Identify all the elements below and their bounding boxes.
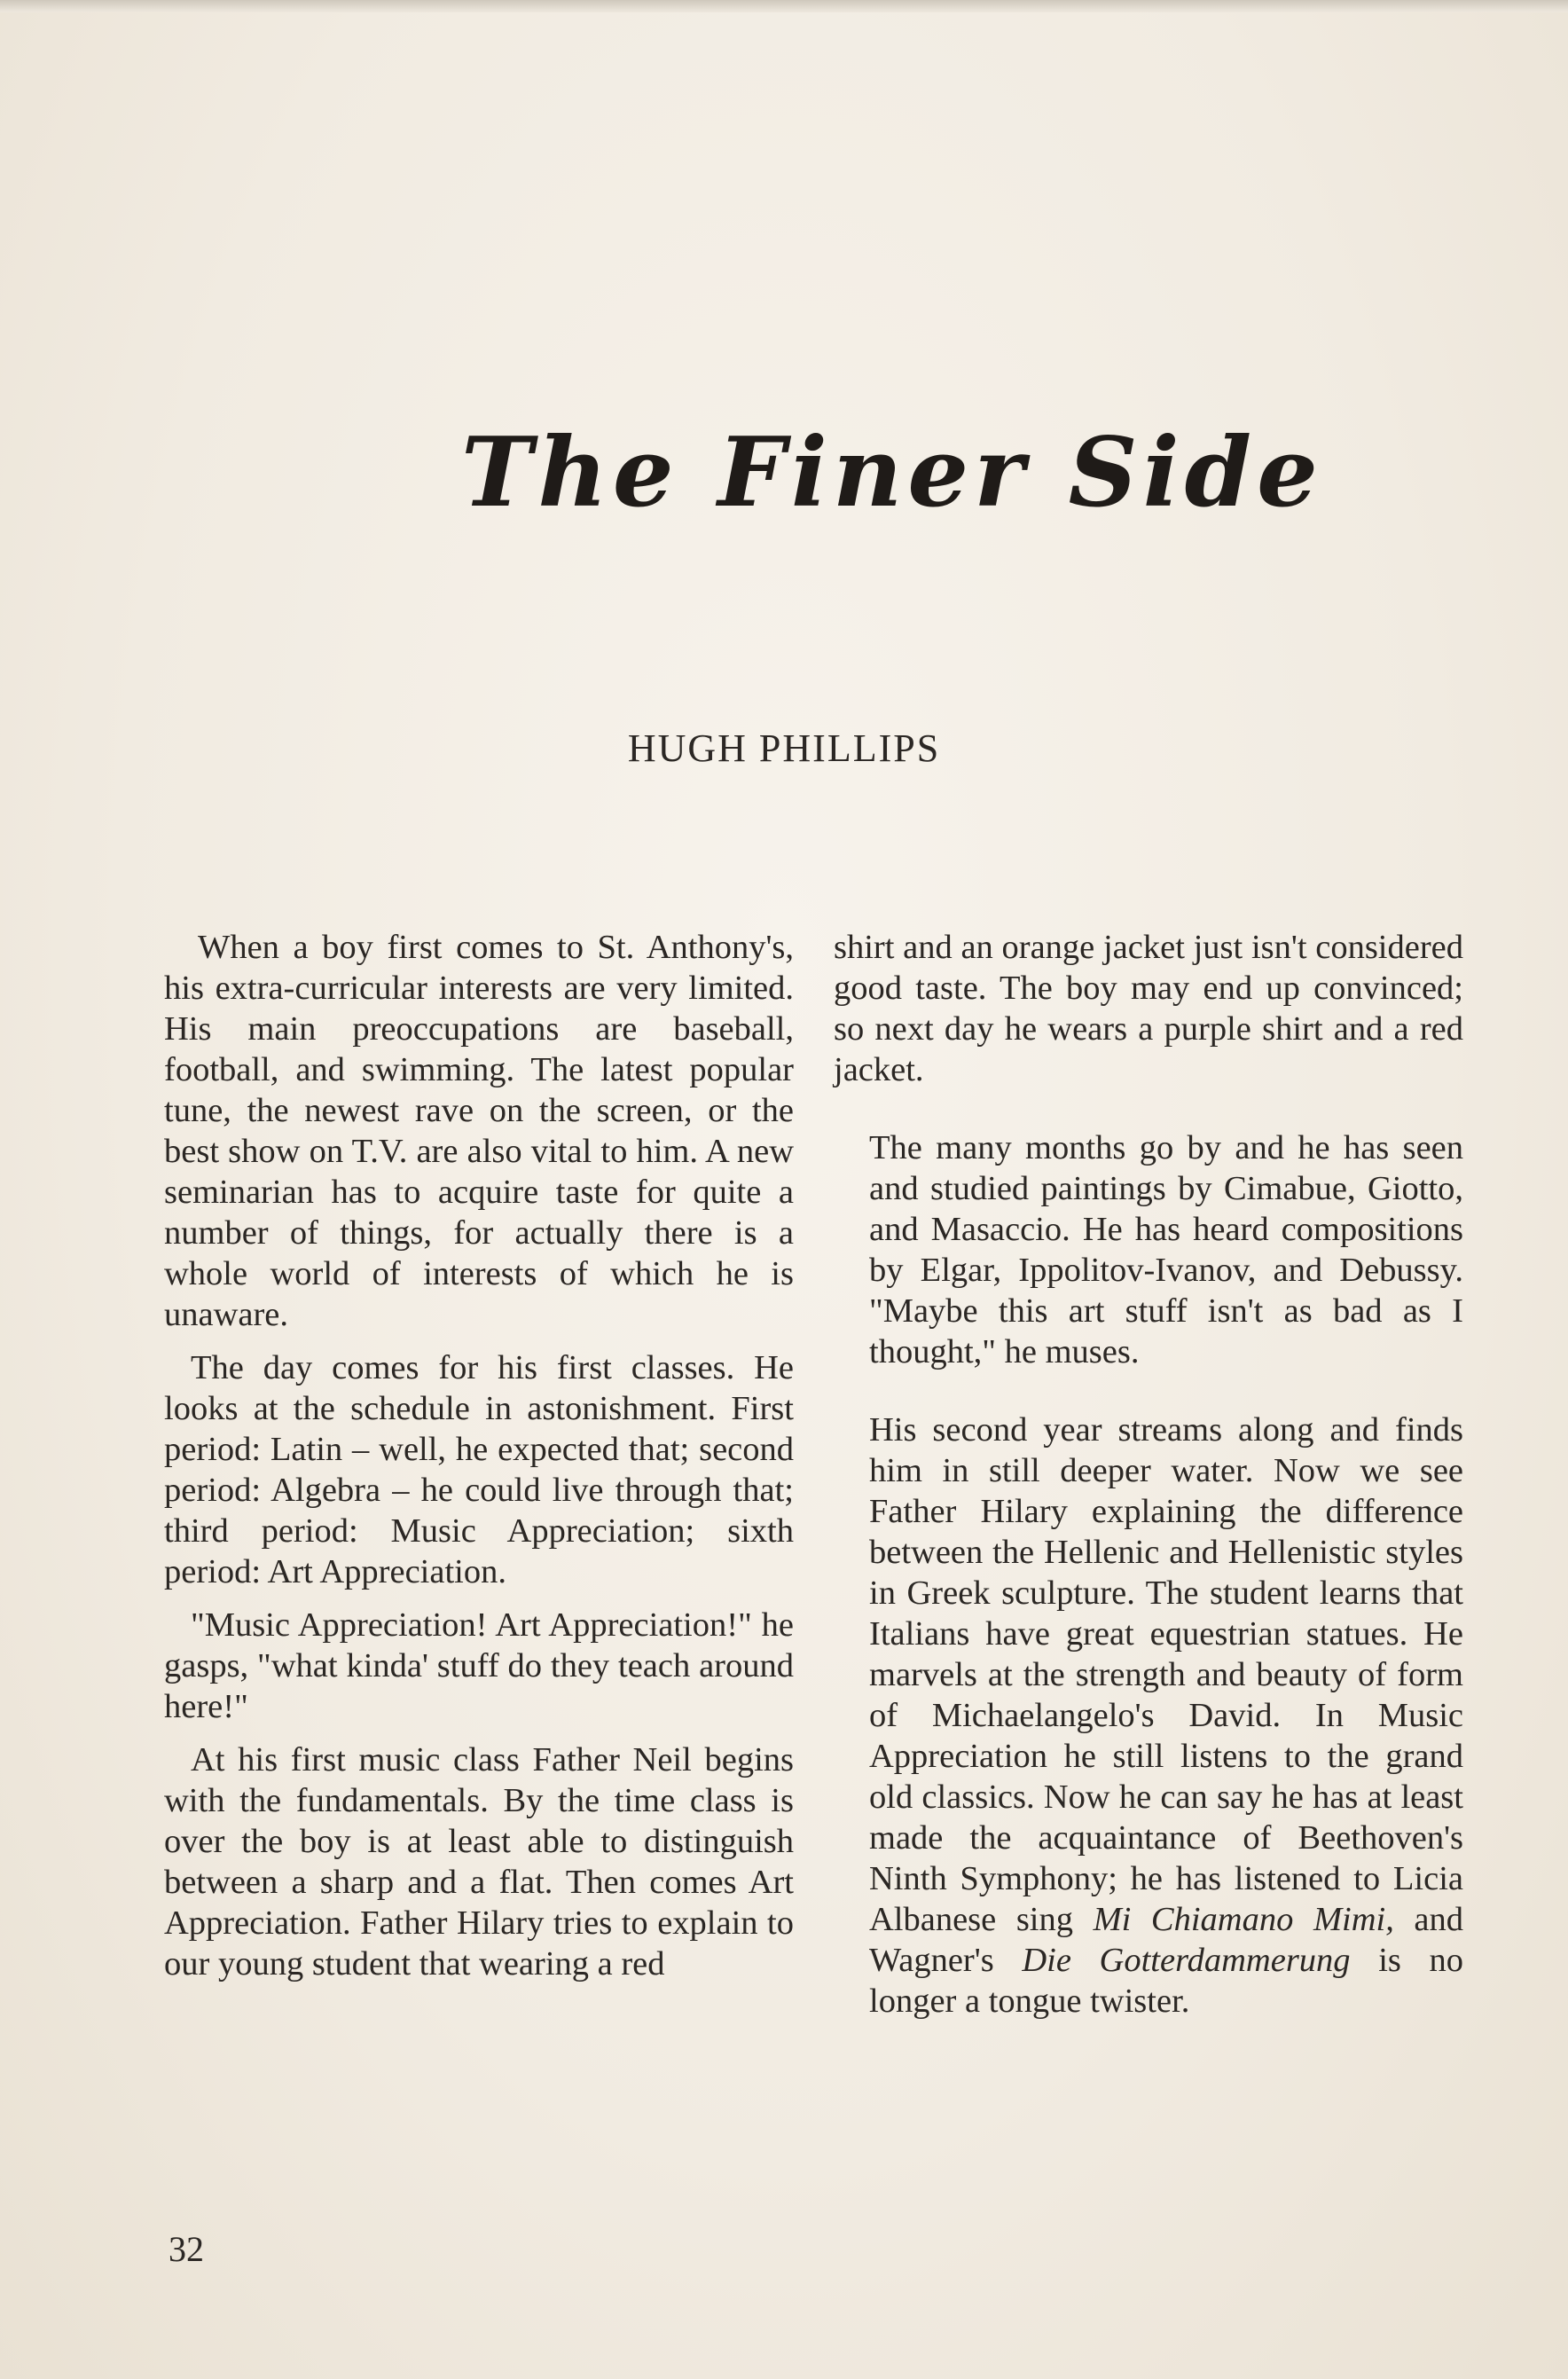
paragraph (834, 1409, 1463, 2022)
song-title: Mi Chiamano Mimi, (1093, 1901, 1394, 1938)
paragraph: "Music Appreciation! Art Appreciation!" he gasps, "what kinda' stuff do they teach around here!" (164, 1606, 794, 1725)
left-column (164, 927, 794, 1997)
paragraph: At his first music class Father Neil begins with the fundamentals. By the time class is over the boy is at least able to distinguish between a sharp and a flat. Then comes Art Appreciation. Father Hilary tries to explain to our young student that wearing a red (164, 1741, 794, 1982)
article-title: The Finer Side (461, 417, 1323, 529)
paragraph: When a boy first comes to St. Anthony's, his extra-curricular interests are very limited. His main preoccupations are baseball, football, and swimming. The latest popular tune, the newest rave on the screen, or the best show on T.V. are also vital to him. A new seminarian has to acquire taste for quite a number of things, for actually there is a whole world of interests of which he is unaware. (164, 929, 794, 1333)
paragraph-text: and Wagner's (869, 1901, 1464, 1979)
page-number: 32 (169, 2229, 204, 2269)
article-author: HUGH PHILLIPS (627, 726, 941, 770)
paragraph: The many months go by and he has seen and studied paintings by Cimabue, Giotto, and Masaccio. He has heard compositions by Elgar, Ippolitov-Ivanov, and Debussy. "Maybe this art stuff isn't as bad as I thought," he muses. (869, 1129, 1463, 1370)
opera-title: Die Gotterdammerung (1022, 1942, 1351, 1979)
paragraph-text: His second year streams along and finds him in still deeper water. Now we see Father Hilary explaining the difference between the Hellenic and Hellenistic styles in Greek sculpture. The student learns that Italians have great equestrian statues. He marvels at the strength and beauty of form of Michaelangelo's David. In Music Appreciation he still listens to the grand old classics. Now he can say he has at least made the acquaintance of Beethoven's Ninth Symphony; he has listened to Licia Albanese sing (869, 1411, 1463, 1938)
page-top-edge (0, 0, 1568, 12)
paragraph: The day comes for his first classes. He looks at the schedule in astonishment. First period: Latin – well, he expected that; second period: Algebra – he could live through that; third period: Music Appreciation; sixth period: Art Appreciation. (164, 1349, 794, 1590)
paragraph: shirt and an orange jacket just isn't considered good taste. The boy may end up convinced; so next day he wears a purple shirt and a red jacket. (834, 929, 1463, 1088)
paragraph-text: is no longer a tongue twister. (869, 1942, 1464, 2020)
right-column (834, 927, 1463, 2034)
